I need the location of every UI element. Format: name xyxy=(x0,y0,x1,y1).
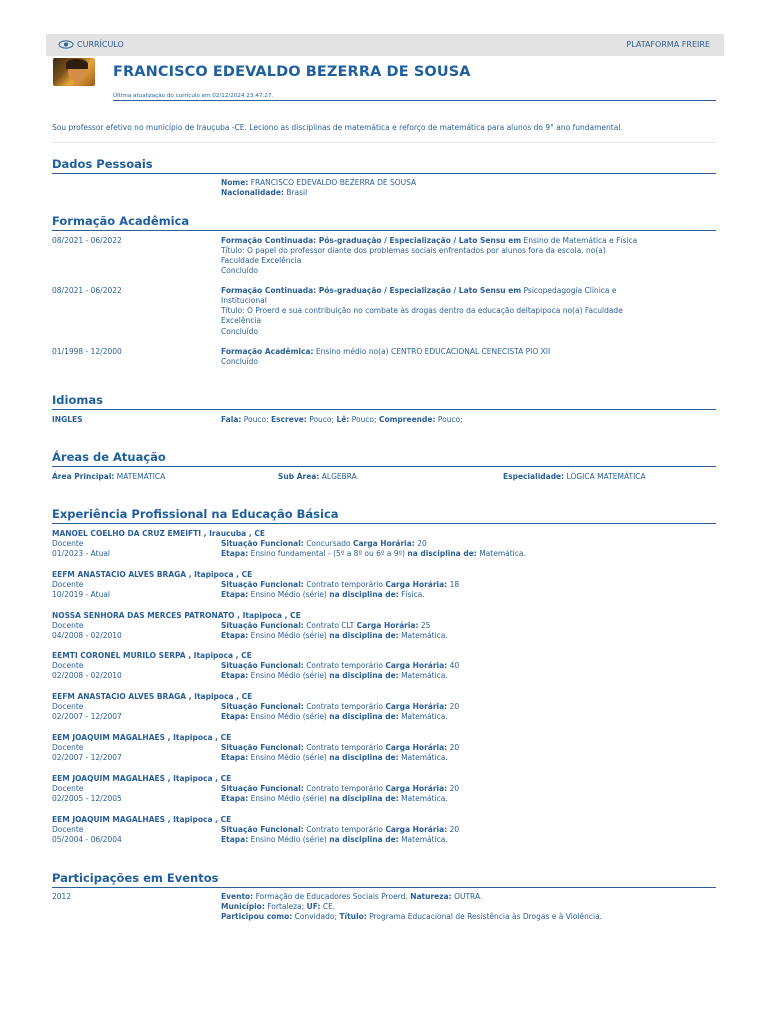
experiencia-periodo: 02/2005 - 12/2005 xyxy=(52,793,122,803)
experiencia-situacao: Situação Funcional: Contrato temporário Carga Horária: 40 xyxy=(221,661,460,671)
formacao-periodo: 08/2021 - 06/2022 xyxy=(52,236,122,245)
experiencia-cargo: Docente xyxy=(52,783,84,793)
experiencia-escola: EEM JOAQUIM MAGALHAES , Itapipoca , CE xyxy=(52,814,232,824)
section-dados-pessoais: Dados Pessoais xyxy=(52,157,153,171)
curriculo-link[interactable] xyxy=(58,40,124,49)
formacao-titulo: Título: O Proerd e sua contribuição no combate às drogas dentro da educação deltapipoca no(a) Faculdade xyxy=(221,306,623,315)
experiencia-periodo: 10/2019 - Atual xyxy=(52,589,111,599)
formacao-tipo: Formação Continuada: Pós-graduação / Especialização / Lato Sensu em Ensino de Matemática e Física xyxy=(221,236,638,245)
experiencia-situacao: Situação Funcional: Contrato temporário Carga Horária: 20 xyxy=(221,783,460,793)
experiencia-etapa: Etapa: Ensino Médio (série) na disciplina de: Matemática. xyxy=(221,834,448,844)
evento-ano: 2012 xyxy=(52,892,72,901)
experiencia-escola: EEM JOAQUIM MAGALHAES , Itapipoca , CE xyxy=(52,733,232,742)
evento-nome: Evento: Formação de Educadores Sociais Proerd. Natureza: OUTRA. xyxy=(221,892,483,901)
formacao-status: Concluído xyxy=(221,357,258,366)
experiencia-cargo: Docente xyxy=(52,661,84,671)
last-updated: Última atualização do currículo em 02/12/2024 23:47:27. xyxy=(113,93,274,99)
experiencia-periodo: 02/2008 - 02/2010 xyxy=(52,671,122,681)
nacionalidade-row: Nacionalidade: Brasil xyxy=(221,188,308,197)
experiencia-periodo: 02/2007 - 12/2007 xyxy=(52,712,122,722)
sub-area: Sub Área: ALGEBRA xyxy=(278,472,357,481)
section-areas: Áreas de Atuação xyxy=(52,450,166,464)
formacao-titulo: Título: O papel do professor diante dos problemas sociais enfrentados por alunos fora da escola. no(a) xyxy=(221,246,606,255)
experiencia-situacao: Situação Funcional: Concursado Carga Horária: 20 xyxy=(221,539,427,548)
formacao-curso-cont: Institucional xyxy=(221,296,267,305)
area-principal: Área Principal: MATEMÁTICA xyxy=(52,472,166,481)
header-divider xyxy=(113,100,716,101)
experiencia-periodo: 05/2004 - 06/2004 xyxy=(52,834,122,844)
section-idiomas: Idiomas xyxy=(52,393,103,407)
experiencia-periodo: 02/2007 - 12/2007 xyxy=(52,753,122,762)
formacao-instituicao: Excelência xyxy=(221,316,262,325)
experiencia-cargo: Docente xyxy=(52,824,84,834)
plataforma-link[interactable]: PLATAFORMA FREIRE xyxy=(626,40,710,49)
experiencia-situacao: Situação Funcional: Contrato temporário Carga Horária: 20 xyxy=(221,743,460,752)
especialidade: Especialidade: LÓGICA MATEMÁTICA xyxy=(503,472,646,481)
formacao-periodo: 08/2021 - 06/2022 xyxy=(52,286,122,295)
summary-divider xyxy=(52,142,716,143)
evento-local: Município: Fortaleza; UF: CE. xyxy=(221,902,336,911)
experiencia-situacao: Situação Funcional: Contrato temporário Carga Horária: 18 xyxy=(221,579,460,589)
top-bar xyxy=(46,34,724,56)
evento-participacao: Participou como: Convidado; Título: Programa Educacional de Resistência às Drogas e à Violência. xyxy=(221,912,603,921)
idioma-nome: INGLES xyxy=(52,415,83,424)
experiencia-escola: NOSSA SENHORA DAS MERCES PATRONATO , Itapipoca , CE xyxy=(52,610,301,620)
section-divider xyxy=(52,230,716,231)
experiencia-cargo: Docente xyxy=(52,702,84,712)
experiencia-periodo: 04/2008 - 02/2010 xyxy=(52,630,122,640)
formacao-tipo: Formação Continuada: Pós-graduação / Especialização / Lato Sensu em Psicopedagogia Clínica e xyxy=(221,286,617,295)
experiencia-situacao: Situação Funcional: Contrato temporário Carga Horária: 20 xyxy=(221,702,460,712)
experiencia-escola: EEM JOAQUIM MAGALHAES , Itapipoca , CE xyxy=(52,773,232,783)
experiencia-cargo: Docente xyxy=(52,539,84,548)
experiencia-situacao: Situação Funcional: Contrato CLT Carga Horária: 25 xyxy=(221,620,431,630)
experiencia-cargo: Docente xyxy=(52,620,84,630)
experiencia-cargo: Docente xyxy=(52,579,84,589)
experiencia-etapa: Etapa: Ensino fundamental - (5º a 8º ou 6º a 9º) na disciplina de: Matemática. xyxy=(221,549,526,558)
experiencia-etapa: Etapa: Ensino Médio (série) na disciplina de: Matemática. xyxy=(221,671,448,681)
experiencia-etapa: Etapa: Ensino Médio (série) na disciplina de: Matemática. xyxy=(221,753,448,762)
section-divider xyxy=(52,523,716,524)
profile-summary: Sou professor efetivo no município de Irauçuba -CE. Leciono as disciplinas de matemática e reforço de matemática para alunos do 9° ano fundamental. xyxy=(52,123,623,132)
curriculo-label: CURRÍCULO xyxy=(77,40,124,49)
profile-photo xyxy=(53,58,95,86)
profile-name: FRANCISCO EDEVALDO BEZERRA DE SOUSA xyxy=(113,64,471,80)
experiencia-cargo: Docente xyxy=(52,743,84,752)
experiencia-etapa: Etapa: Ensino Médio (série) na disciplina de: Física. xyxy=(221,589,425,599)
formacao-status: Concluído xyxy=(221,327,258,336)
formacao-status: Concluído xyxy=(221,266,258,275)
section-formacao: Formação Acadêmica xyxy=(52,214,190,228)
experiencia-escola: MANOEL COELHO DA CRUZ EMEIFTI , Iraucuba , CE xyxy=(52,529,265,538)
experiencia-etapa: Etapa: Ensino Médio (série) na disciplina de: Matemática. xyxy=(221,793,448,803)
section-divider xyxy=(52,173,716,174)
experiencia-escola: EEFM ANASTACIO ALVES BRAGA , Itapipoca , CE xyxy=(52,692,253,702)
section-experiencia: Experiência Profissional na Educação Básica xyxy=(52,507,339,521)
section-eventos: Participações em Eventos xyxy=(52,871,219,885)
experiencia-etapa: Etapa: Ensino Médio (série) na disciplina de: Matemática. xyxy=(221,712,448,722)
section-divider xyxy=(52,409,716,410)
nome-row: Nome: FRANCISCO EDEVALDO BEZERRA DE SOUSA xyxy=(221,178,417,187)
formacao-instituicao: Faculdade Excelência xyxy=(221,256,302,265)
experiencia-situacao: Situação Funcional: Contrato temporário Carga Horária: 20 xyxy=(221,824,460,834)
experiencia-periodo: 01/2023 - Atual xyxy=(52,549,111,558)
eye-icon xyxy=(58,40,74,49)
section-divider xyxy=(52,466,716,467)
section-divider xyxy=(52,887,716,888)
experiencia-escola: EEFM ANASTACIO ALVES BRAGA , Itapipoca , CE xyxy=(52,569,253,579)
experiencia-escola: EEMTI CORONEL MURILO SERPA , Itapipoca , CE xyxy=(52,651,252,661)
idioma-niveis: Fala: Pouco; Escreve: Pouco; Lê: Pouco; Compreende: Pouco; xyxy=(221,415,463,424)
formacao-tipo: Formação Acadêmica: Ensino médio no(a) CENTRO EDUCACIONAL CENECISTA PIO XII xyxy=(221,347,551,356)
formacao-periodo: 01/1998 - 12/2000 xyxy=(52,347,122,356)
experiencia-etapa: Etapa: Ensino Médio (série) na disciplina de: Matemática. xyxy=(221,630,448,640)
